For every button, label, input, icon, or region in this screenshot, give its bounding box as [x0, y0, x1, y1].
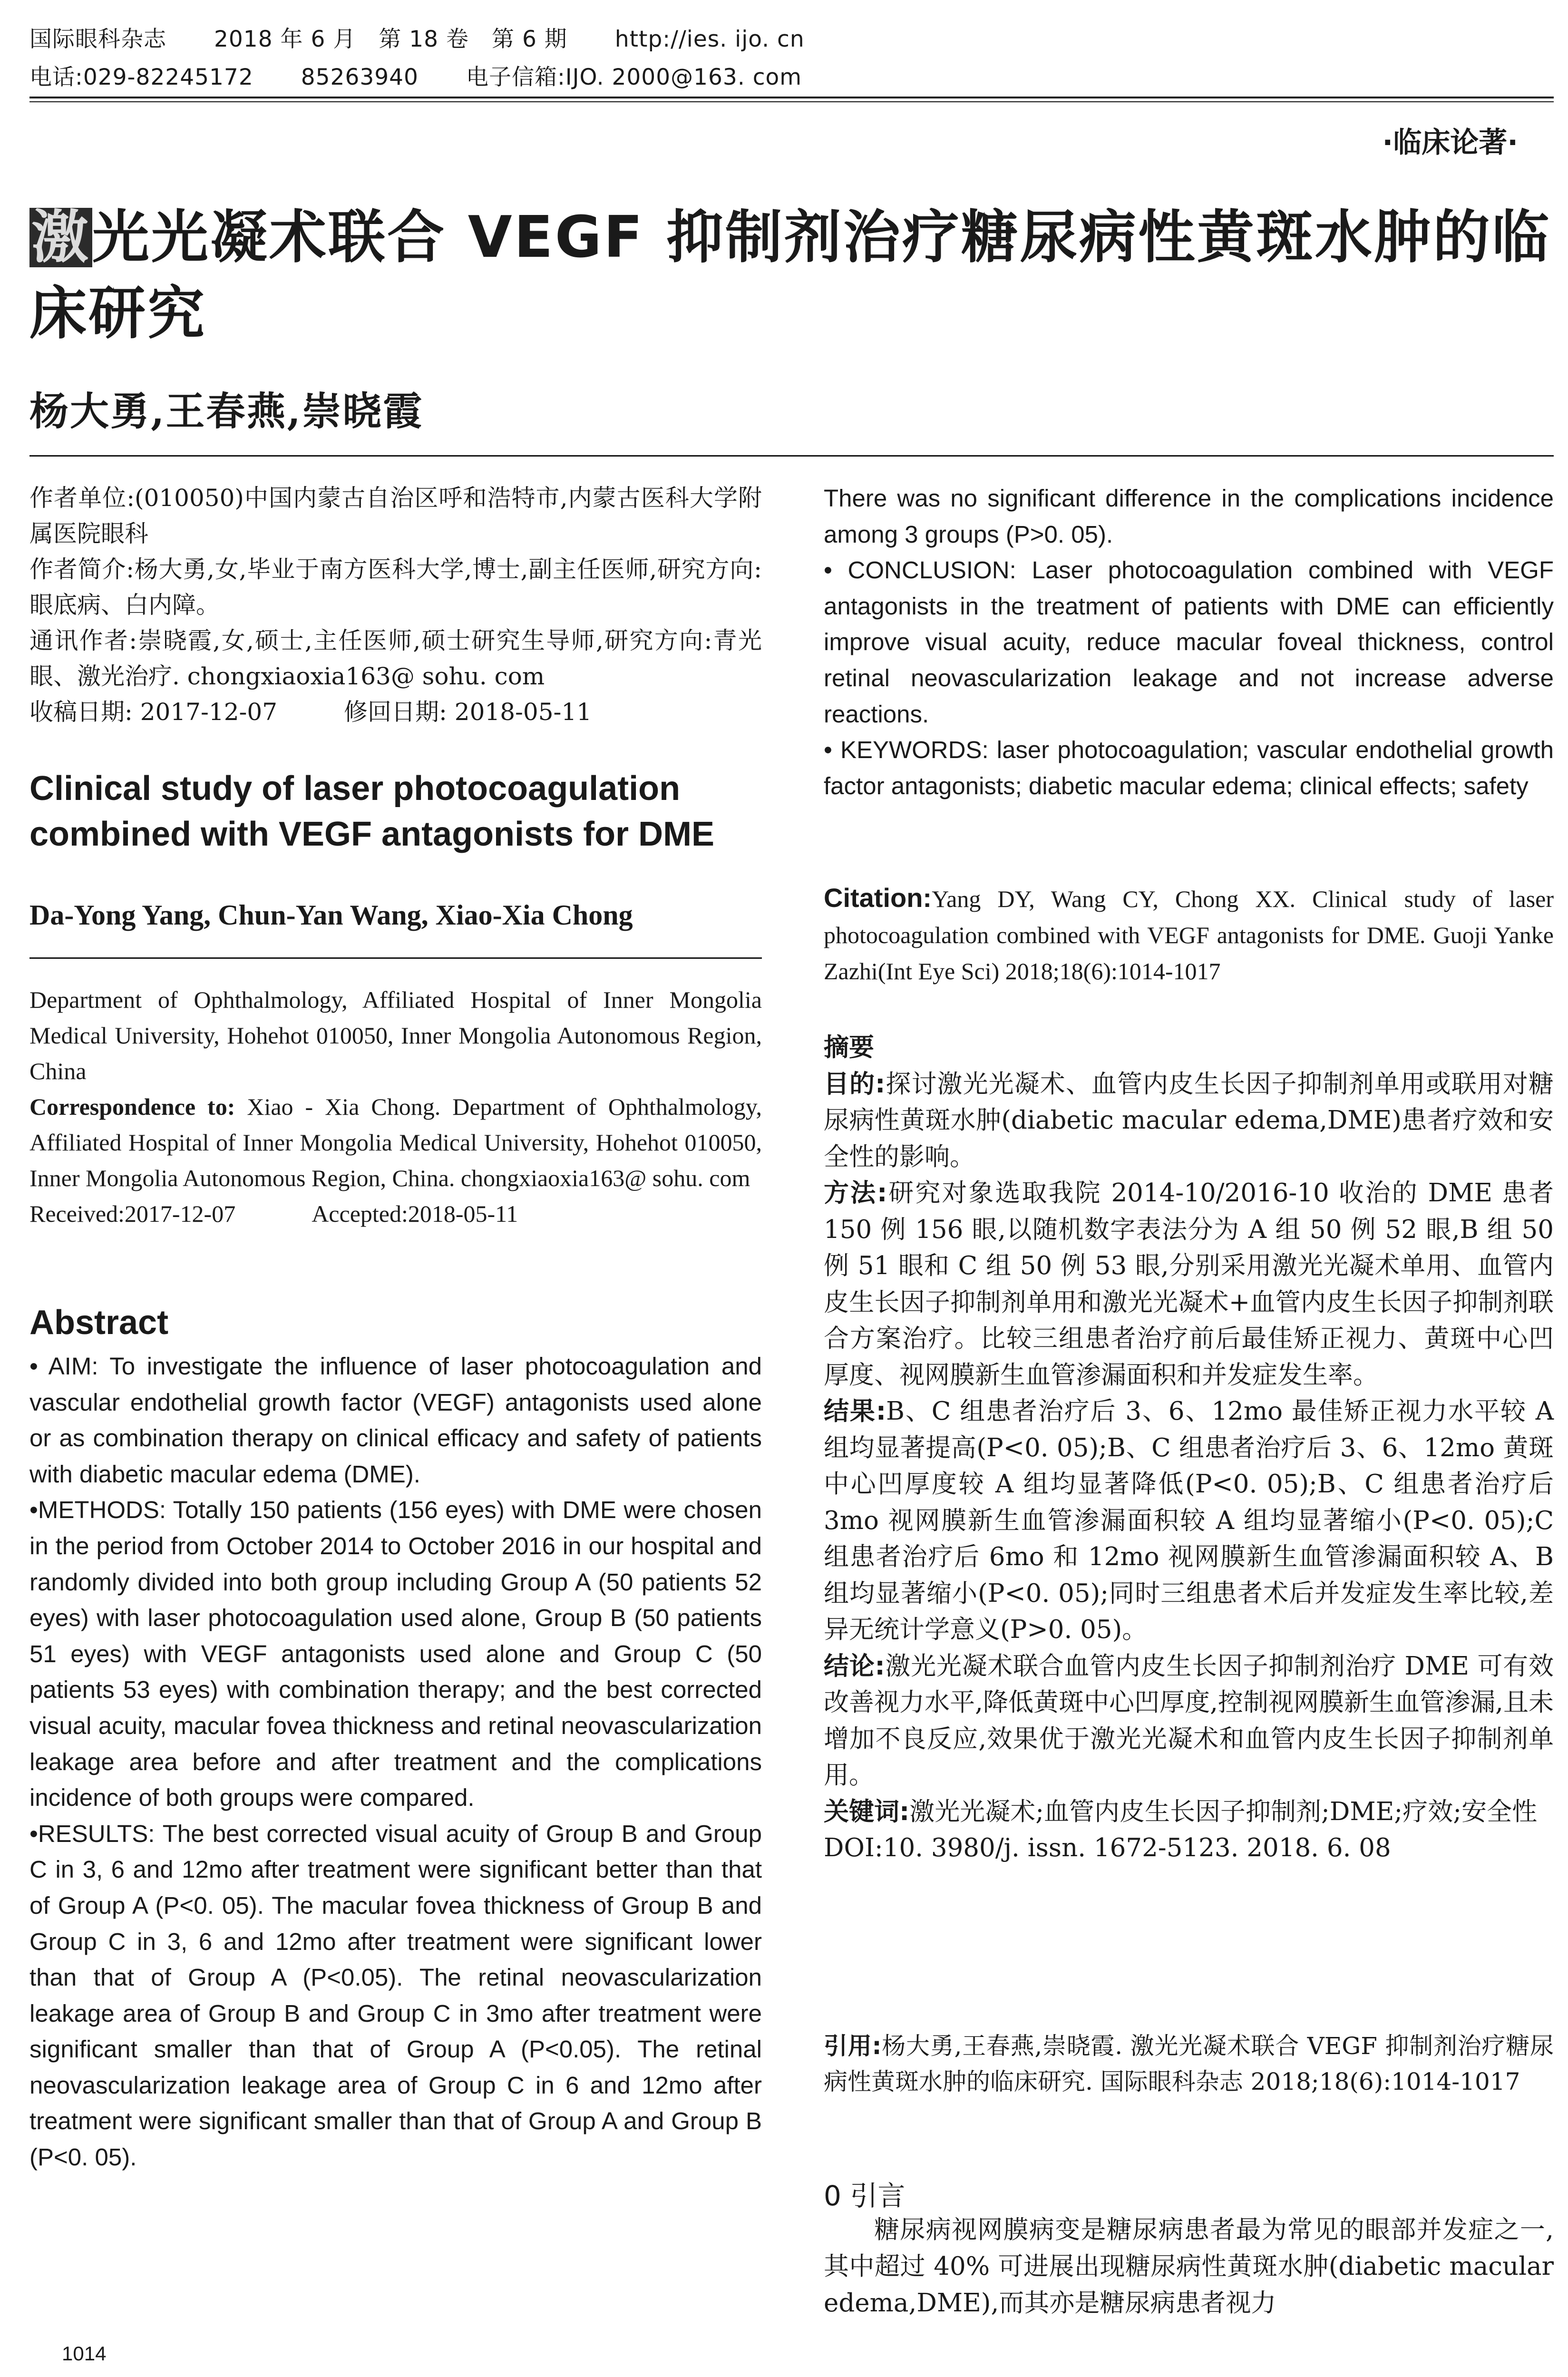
citation-en — [824, 880, 1554, 989]
department: Department of Ophthalmology, Affiliated Hospital of Inner Mongolia Medical University, Hohehot 010050, Inner Mongolia Autonomous Region, China — [29, 986, 762, 1084]
author-info-cn — [29, 480, 762, 730]
header-rule-thin — [29, 101, 1554, 102]
abstract-continued — [824, 480, 1554, 804]
abstract-heading: Abstract — [29, 1304, 169, 1342]
citation-label: Citation: — [824, 883, 932, 913]
conclusion-cn: 激光光凝术联合血管内皮生长因子抑制剂治疗 DME 可有效改善视力水平,降低黄斑中心凹厚度,控制视网膜新生血管渗漏,且未增加不良反应,效果优于激光光凝术和血管内皮生长因子抑制剂单用。 — [824, 1651, 1554, 1790]
methods-label-cn: 方法: — [824, 1179, 887, 1208]
cite-cn-text: 杨大勇,王春燕,崇晓霞. 激光光凝术联合 VEGF 抑制剂治疗糖尿病性黄斑水肿的临床研究. 国际眼科杂志 2018;18(6):1014-1017 — [824, 2032, 1554, 2095]
abstract-results-cont: There was no significant difference in the complications incidence among 3 groups (P>0. 05). — [824, 485, 1554, 548]
abstract-cn-methods — [824, 1175, 1554, 1393]
page-number: 1014 — [62, 2342, 107, 2365]
accepted-date: Accepted:2018-05-11 — [312, 1200, 518, 1227]
results-label-cn: 结果: — [824, 1397, 886, 1426]
corresponding-author: 通讯作者:崇晓霞,女,硕士,主任医师,硕士研究生导师,研究方向:青光眼、激光治疗. chongxiaoxia163@ sohu. com — [29, 627, 762, 690]
running-header-line1 — [29, 21, 852, 53]
abstract-cn-conclusion — [824, 1648, 1554, 1794]
abstract-aim: • AIM: To investigate the influence of laser photocoagulation and vascular endothelial growth factor (VEGF) antagonists used alone or as combination therapy on clinical efficacy and safety of patients with diabetic macular edema (DME). — [29, 1353, 762, 1488]
correspondence — [29, 1089, 762, 1196]
citation-cn — [824, 2028, 1554, 2100]
keywords-cn: 激光光凝术;血管内皮生长因子抑制剂;DME;疗效;安全性 — [909, 1797, 1538, 1826]
correspondence-text: Xiao - Xia Chong. Department of Ophthalmology, Affiliated Hospital of Inner Mongolia Medical University, Hohehot 010050, Inner Mongolia Autonomous Region, China. chongxiaoxia163@ sohu. com — [29, 1093, 762, 1191]
intro-text: 糖尿病视网膜病变是糖尿病患者最为常见的眼部并发症之一,其中超过 40% 可进展出现糖尿病性黄斑水肿(diabetic macular edema,DME),而其亦是糖尿病患者视力 — [824, 2215, 1554, 2318]
article-title — [29, 200, 1551, 352]
intro-heading: 0 引言 — [824, 2180, 906, 2212]
abstract-body — [29, 1348, 762, 2175]
affiliation-block — [29, 982, 762, 1232]
doi[interactable]: DOI:10. 3980/j. issn. 1672-5123. 2018. 6. 08 — [824, 1833, 1391, 1862]
phone2: 85263940 — [301, 64, 419, 90]
received-date: Received:2017-12-07 — [29, 1200, 236, 1227]
running-header-line2 — [29, 59, 849, 91]
abstract-cn — [824, 1030, 1554, 1867]
title-rule — [29, 455, 1554, 457]
abstract-cn-keywords — [824, 1794, 1554, 1831]
abstract-methods: •METHODS: Totally 150 patients (156 eyes) with DME were chosen in the period from October 2014 to October 2016 in our hospital and randomly divided into both group including Group A (50 patients 52 eyes) with laser photocoagulation used alone, Group B (50 patients 51 eyes) with VEGF antagonists used alone and Group C (50 patients 53 eyes) with combination therapy; and the best corrected visual acuity, macular fovea thickness and retinal neovascularization leakage area before and after treatment and the complications incidence of both groups were compared. — [29, 1496, 762, 1812]
issue-info: 2018 年 6 月 第 18 卷 第 6 期 — [214, 26, 567, 52]
abstract-conclusion: • CONCLUSION: Laser photocoagulation combined with VEGF antagonists in the treatment of patients with DME can efficiently improve visual acuity, reduce macular foveal thickness, control retinal neovascularization leakage and not increase adverse reactions. — [824, 556, 1554, 728]
authors-cn: 杨大勇,王春燕,崇晓霞 — [29, 389, 424, 434]
conclusion-label-cn: 结论: — [824, 1651, 885, 1681]
keywords-label-cn: 关键词: — [824, 1797, 910, 1826]
dates-en — [29, 1196, 762, 1232]
cite-cn-label: 引用: — [824, 2032, 882, 2060]
english-authors-rule — [29, 957, 762, 959]
abstract-keywords: • KEYWORDS: laser photocoagulation; vascular endothelial growth factor antagonists; diabetic macular edema; clinical effects; safety — [824, 736, 1554, 799]
phone: 电话:029-82245172 — [29, 64, 253, 90]
dates-cn — [29, 694, 762, 730]
author-unit: 作者单位:(010050)中国内蒙古自治区呼和浩特市,内蒙古医科大学附属医院眼科 — [29, 484, 762, 547]
journal-url[interactable]: http://ies. ijo. cn — [614, 26, 805, 52]
revised-date-cn: 修回日期: 2018-05-11 — [344, 698, 592, 726]
journal-name: 国际眼科杂志 — [29, 26, 166, 52]
section-tag: ·临床论著· — [1382, 126, 1518, 159]
abstract-results: •RESULTS: The best corrected visual acuity of Group B and Group C in 3, 6 and 12mo after treatment were significant better than that of Group A (P<0. 05). The macular fovea thickness of Group B and Group C in 3, 6 and 12mo after treatment were significant lower than that of Group A (P<0.05). The retinal neovascularization leakage area of Group B and Group C in 3mo after treatment were significant smaller than that of Group A (P<0.05). The retinal neovascularization leakage area of Group C in 6 and 12mo after treatment were significant smaller than that of Group A and Group B (P<0. 05). — [29, 1820, 762, 2171]
aim-label-cn: 目的: — [824, 1069, 886, 1099]
title-first-char: 激 — [29, 208, 92, 267]
citation-text: Yang DY, Wang CY, Chong XX. Clinical study of laser photocoagulation combined with VEGF antagonists for DME. Guoji Yanke Zazhi(Int Eye Sci) 2018;18(6):1014-1017 — [824, 886, 1554, 984]
english-title: Clinical study of laser photocoagulation combined with VEGF antagonists for DME — [29, 770, 715, 853]
received-date-cn: 收稿日期: 2017-12-07 — [29, 698, 278, 726]
methods-cn: 研究对象选取我院 2014-10/2016-10 收治的 DME 患者 150 例 156 眼,以随机数字表法分为 A 组 50 例 52 眼,B 组 50 例 51 眼和 C 组 50 例 53 眼,分别采用激光光凝术单用、血管内皮生长因子抑制剂单用和激光光凝术+血管内皮生长因子抑制剂联合方案治疗。比较三组患者治疗前后最佳矫正视力、黄斑中心凹厚度、视网膜新生血管渗漏面积和并发症发生率。 — [824, 1179, 1554, 1390]
abstract-cn-aim — [824, 1066, 1554, 1176]
email[interactable]: 电子信箱:IJO. 2000@163. com — [466, 64, 802, 90]
english-authors: Da-Yong Yang, Chun-Yan Wang, Xiao-Xia Chong — [29, 899, 633, 931]
correspondence-label: Correspondence to: — [29, 1093, 235, 1120]
author-bio: 作者简介:杨大勇,女,毕业于南方医科大学,博士,副主任医师,研究方向:眼底病、白内障。 — [29, 555, 762, 619]
header-rule — [29, 97, 1554, 98]
aim-cn: 探讨激光光凝术、血管内皮生长因子抑制剂单用或联用对糖尿病性黄斑水肿(diabetic macular edema,DME)患者疗效和安全性的影响。 — [824, 1069, 1554, 1171]
results-cn: B、C 组患者治疗后 3、6、12mo 最佳矫正视力水平较 A 组均显著提高(P<0. 05);B、C 组患者治疗后 3、6、12mo 黄斑中心凹厚度较 A 组均显著降低(P<0. 05);B、C 组患者治疗后 3mo 视网膜新生血管渗漏面积较 A 组均显著缩小(P<0. 05);C 组患者治疗后 6mo 和 12mo 视网膜新生血管渗漏面积较 A、B 组均显著缩小(P<0. 05);同时三组患者术后并发症发生率比较,差异无统计学意义(P>0. 05)。 — [824, 1397, 1554, 1644]
abstract-cn-results — [824, 1393, 1554, 1648]
abstract-cn-heading: 摘要 — [824, 1033, 874, 1062]
title-rest: 光光凝术联合 VEGF 抑制剂治疗糖尿病性黄斑水肿的临床研究 — [29, 205, 1551, 347]
